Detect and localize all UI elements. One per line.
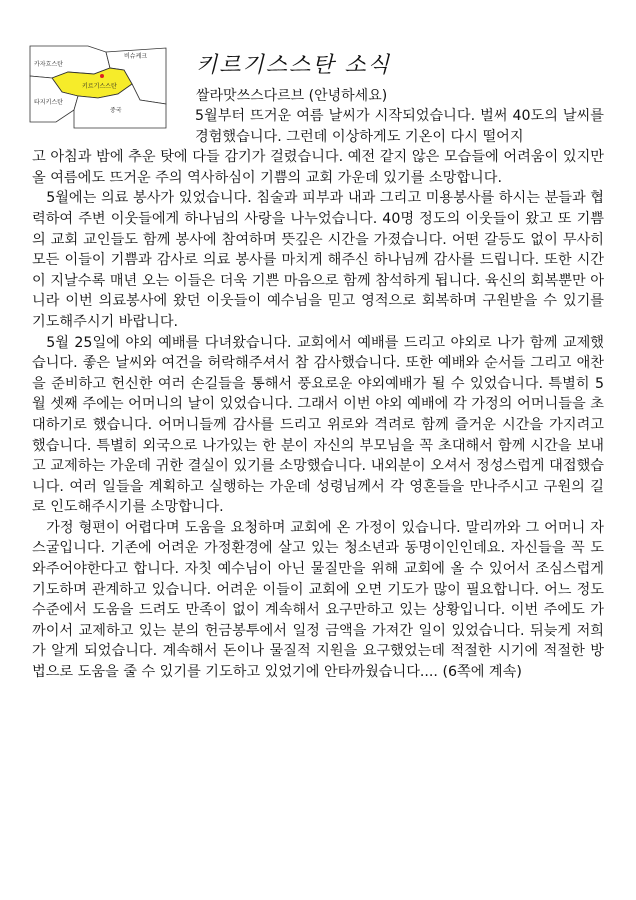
paragraph-medical-service: 5월에는 의료 봉사가 있었습니다. 침술과 피부과 내과 그리고 미용봉사를 하시는 분들과 협력하여 주변 이웃들에게 하나님의 사랑을 나누었습니다. 40명 정도의 이웃들이 왔고 또 기쁨의 교회 교인들도 함께 봉사에 참여하며 뜻깊은 시간을 가졌습니다. 어떤 갈등도 없이 무사히 모든 이들이 기쁨과 감사로 의료 봉사를 마치게 해주신 하나님께 감사를 드립니다. 또한 시간이 지날수록 매년 오는 이들은 더욱 기쁜 마음으로 함께 참석하게 됩니다. 육신의 회복뿐만 아니라 이번 의료봉사에 왔던 이웃들이 예수님을 믿고 영적으로 회복하며 구원받을 수 있기를 기도해주시기 바랍니다. <box>32 190 605 330</box>
map-label-bishkek: 비슈케크 <box>124 53 148 60</box>
paragraph-outdoor-worship: 5월 25일에 야외 예배를 다녀왔습니다. 교회에서 예배를 드리고 야외로 나가 함께 교제했습니다. 좋은 날씨와 여건을 허락해주셔서 참 감사했습니다. 또한 예배와 순서들 그리고 애찬을 준비하고 헌신한 여러 손길들을 통해서 풍요로운 야외예배가 될 수 있었습니다. 특별히 5월 셋째 주에는 어머니의 날이 있었습니다. 그래서 이번 야외 예배에 각 가정의 어머니들을 초대하기로 했습니다. 어머니들께 감사를 드리고 위로와 격려로 함께 즐거운 시간을 가지려고 했습니다. 특별히 외국으로 나가있는 한 분이 자신의 부모님을 꼭 초대해서 함께 시간을 보내고 교제하는 가운데 귀한 결실이 있기를 소망했습니다. 내외분이 오셔서 정성스럽게 대접했습니다. 여러 일들을 계획하고 실행하는 가운데 성령님께서 각 영혼들을 만나주시고 구원의 길로 인도해주시기를 소망합니다. <box>32 334 604 516</box>
greeting-line: 쌀라맛쓰스다르브 (안녕하세요) <box>196 88 388 104</box>
paragraph-weather-start: 5월부터 뜨거운 여름 날씨가 시작되었습니다. 벌써 40도의 날씨를 경험했습니다. 그런데 이상하게도 기온이 다시 떨어지 <box>195 108 604 145</box>
paragraph-weather-rest: 고 아침과 밤에 추운 탓에 다들 감기가 걸렸습니다. 예전 같지 않은 모습들에 어려움이 있지만 올 여름에도 뜨거운 주의 역사하심이 기쁨의 교회 가운데 있기를 소망합니다. <box>32 149 604 186</box>
map-label-tajikistan: 타지키스탄 <box>34 99 63 106</box>
article-body <box>32 106 604 683</box>
paragraph-family-support: 가정 형편이 어렵다며 도움을 요청하며 교회에 온 가정이 있습니다. 말리까와 그 어머니 자스굴입니다. 기존에 어려운 가정환경에 살고 있는 청소년과 동명이인인데요. 자신들을 꼭 도와주어야한다고 합니다. 자칫 예수님이 아닌 물질만을 위해 교회에 올 수 있어서 조심스럽게 기도하며 관계하고 있습니다. 어려운 이들이 교회에 오면 기도가 많이 필요합니다. 어느 정도 수준에서 도움을 드려도 만족이 없이 계속해서 요구만하고 있는 상황입니다. 이번 주에도 가까이서 교제하고 있는 분의 헌금봉투에서 일정 금액을 가져간 일이 있었습니다. 뒤늦게 저희가 알게 되었습니다. 계속해서 돈이나 물질적 지원을 요구했었는데 적절한 시기에 적절한 방법으로 도움을 줄 수 있기를 기도하고 있었기에 안타까웠습니다.... (6쪽에 계속) <box>32 519 604 681</box>
map-label-china: 중국 <box>110 107 122 114</box>
page-title: 키르기스스탄 소식 <box>196 53 392 78</box>
capital-marker <box>100 74 104 78</box>
map-label-kazakhstan: 카자흐스탄 <box>34 61 63 68</box>
map-label-kyrgyzstan: 키르기스스탄 <box>82 83 117 90</box>
